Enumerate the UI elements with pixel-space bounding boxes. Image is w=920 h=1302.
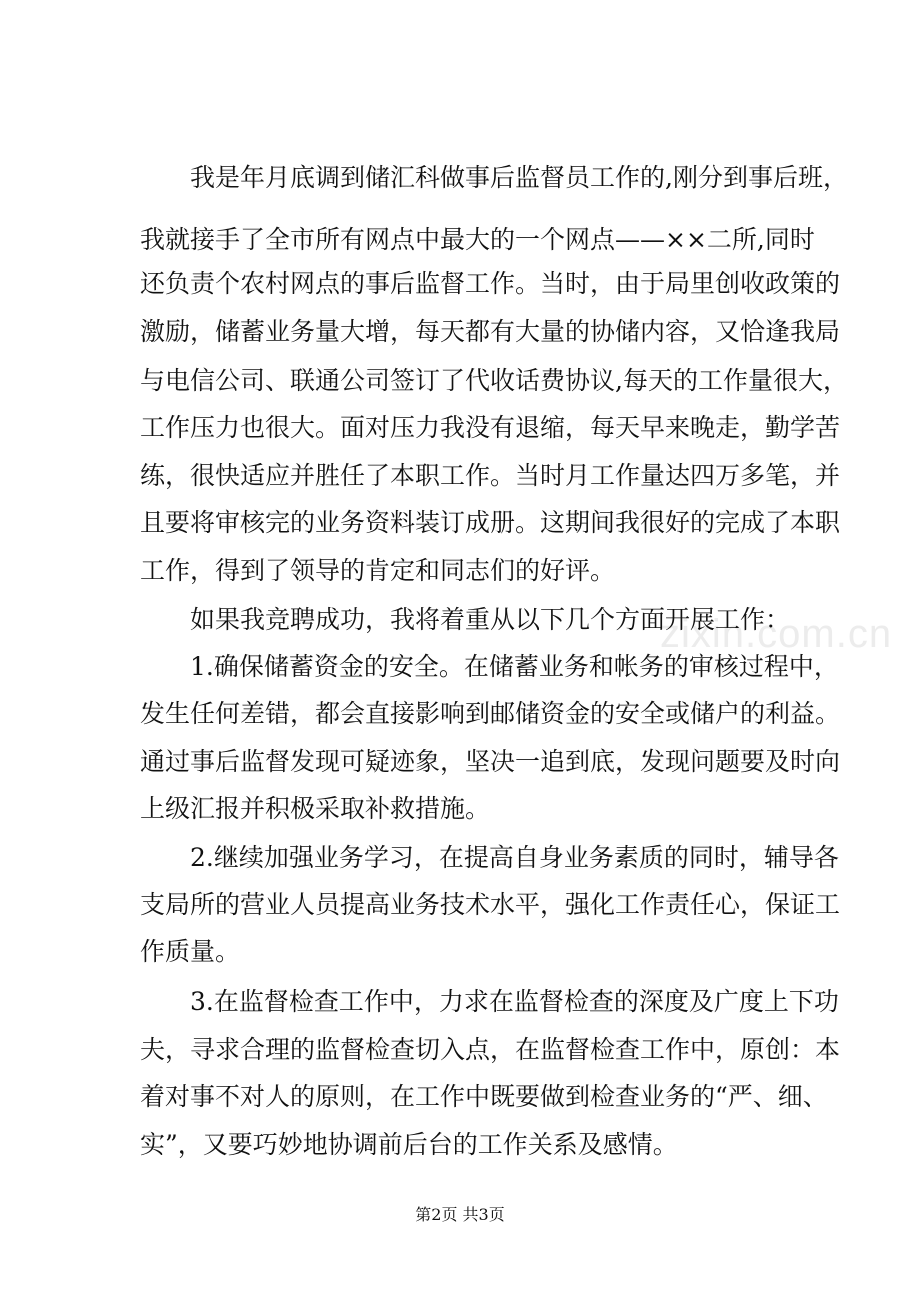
body-line: 工作，得到了领导的肯定和同志们的好评。 (140, 556, 616, 585)
body-line: 工作压力也很大。面对压力我没有退缩，每天早来晚走，勤学苦 (140, 413, 841, 442)
body-line: 1.确保储蓄资金的安全。在储蓄业务和帐务的审核过程中， (140, 652, 839, 681)
body-line: 与电信公司、联通公司签订了代收话费协议,每天的工作量很大， (140, 366, 848, 395)
body-line: 着对事不对人的原则，在工作中既要做到检查业务的“严、细、 (140, 1082, 828, 1111)
body-line: 激励，储蓄业务量大增，每天都有大量的协储内容，又恰逢我局 (140, 317, 841, 346)
body-line: 练，很快适应并胜任了本职工作。当时月工作量达四万多笔，并 (140, 461, 841, 490)
body-line: 3.在监督检查工作中，力求在监督检查的深度及广度上下功 (140, 987, 839, 1016)
body-line: 实”，又要巧妙地协调前后台的工作关系及感情。 (140, 1130, 678, 1159)
body-line: 我是年月底调到储汇科做事后监督员工作的,刚分到事后班， (140, 163, 848, 192)
page-footer: 第2页 共3页 (415, 1205, 505, 1224)
body-line: 还负责个农村网点的事后监督工作。当时，由于局里创收政策的 (140, 269, 841, 298)
body-line: 如果我竞聘成功，我将着重从以下几个方面开展工作： (140, 605, 791, 634)
body-line: 我就接手了全市所有网点中最大的一个网点——××二所,同时 (140, 225, 815, 254)
body-line: 发生任何差错，都会直接影响到邮储资金的安全或储户的利益。 (140, 699, 841, 728)
watermark-text: zixin.com.cn (660, 612, 893, 656)
body-line: 通过事后监督发现可疑迹象，坚决一追到底，发现问题要及时向 (140, 747, 841, 776)
body-line: 作质量。 (140, 937, 241, 966)
body-line: 上级汇报并积极采取补救措施。 (140, 794, 491, 823)
body-line: 且要将审核完的业务资料装订成册。这期间我很好的完成了本职 (140, 508, 841, 537)
body-line: 支局所的营业人员提高业务技术水平，强化工作责任心，保证工 (140, 890, 841, 919)
body-line: 夫，寻求合理的监督检查切入点，在监督检查工作中，原创：本 (140, 1035, 841, 1064)
body-line: 2.继续加强业务学习，在提高自身业务素质的同时，辅导各 (140, 843, 839, 872)
